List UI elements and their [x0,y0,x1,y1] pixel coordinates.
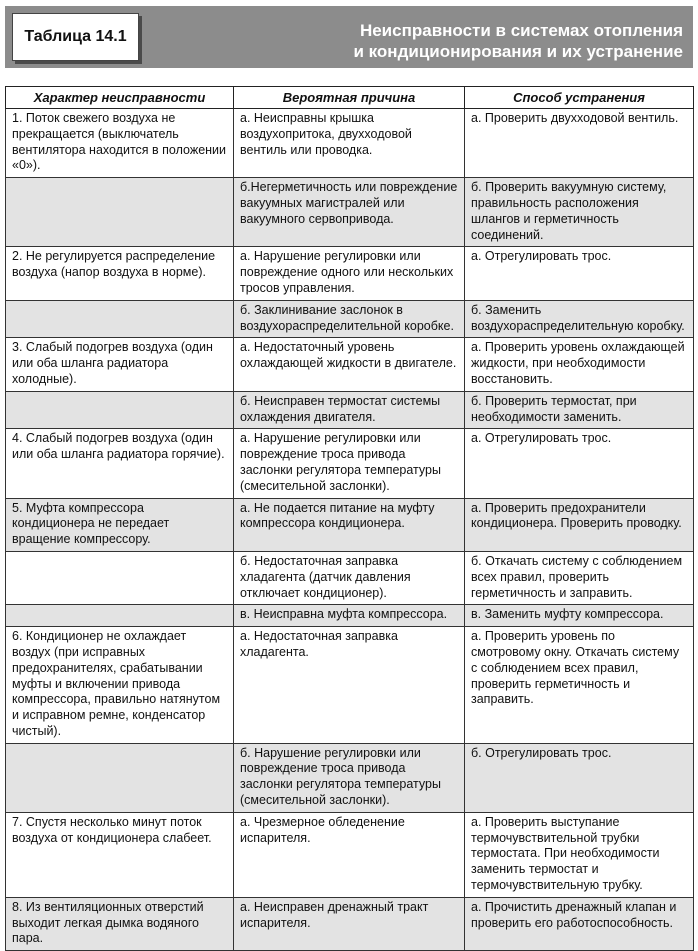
cell-fault [6,391,234,429]
table-row [6,109,694,178]
cell-fix: б. Отрегулировать трос. [465,743,694,812]
table-row [6,300,694,338]
cell-fault [6,300,234,338]
cell-fault [6,178,234,247]
table-number-tag: Таблица 14.1 [12,13,139,61]
cell-fix: а. Отрегулировать трос. [465,247,694,300]
cell-fault: 4. Слабый подогрев воздуха (один или оба шланга радиатора горячие). [6,429,234,498]
cell-cause: а. Нарушение регулировки или повреждение одного или нескольких тросов управления. [234,247,465,300]
table-row [6,178,694,247]
cell-cause: а. Недостаточная заправка хладагента. [234,627,465,744]
cell-fix: а. Проверить уровень по смотровому окну. Откачать систему с соблюдением всех правил, проверить герметичность и заправить. [465,627,694,744]
cell-fault: 8. Из вентиляционных отверстий выходит легкая дымка водяного пара. [6,897,234,950]
cell-fix: а. Отрегулировать трос. [465,429,694,498]
cell-cause: а. Недостаточный уровень охлаждающей жидкости в двигателе. [234,338,465,391]
table-row [6,897,694,950]
cell-cause: а. Чрезмерное обледенение испарителя. [234,812,465,897]
cell-cause: б. Неисправен термостат системы охлаждения двигателя. [234,391,465,429]
table-row [6,247,694,300]
cell-fix: б. Заменить воздухораспределительную коробку. [465,300,694,338]
table-row [6,391,694,429]
cell-cause: б. Заклинивание заслонок в воздухораспределительной коробке. [234,300,465,338]
table-body [6,109,694,951]
column-header-fault: Характер неисправности [6,87,234,109]
cell-fault [6,551,234,604]
table-title-line-2: и кондиционирования и их устранение [353,42,683,61]
column-header-cause: Вероятная причина [234,87,465,109]
cell-fix: б. Проверить термостат, при необходимости заменить. [465,391,694,429]
table-title-line-1: Неисправности в системах отопления [359,21,683,40]
cell-cause: а. Неисправны крышка воздухопритока, двухходовой вентиль или проводка. [234,109,465,178]
cell-fix: в. Заменить муфту компрессора. [465,605,694,627]
cell-fix: а. Прочистить дренажный клапан и проверить его работоспособность. [465,897,694,950]
table-row [6,627,694,744]
cell-fault: 7. Спустя несколько минут поток воздуха от кондиционера слабеет. [6,812,234,897]
table-header-row [6,87,694,109]
table-row [6,812,694,897]
cell-fix: а. Проверить предохранители кондиционера. Проверить проводку. [465,498,694,551]
cell-cause: б.Негерметичность или повреждение вакуумных магистралей или вакуумного сервопривода. [234,178,465,247]
table-row [6,605,694,627]
cell-fix: а. Проверить выступание термочувствительной трубки термостата. При необходимости заменить термостат и термочувствительную трубку. [465,812,694,897]
cell-fix: б. Проверить вакуумную систему, правильность расположения шлангов и герметичность соединений. [465,178,694,247]
table-row [6,551,694,604]
cell-cause: б. Нарушение регулировки или повреждение троса привода заслонки регулятора температуры (смесительной заслонки). [234,743,465,812]
cell-fault: 6. Кондиционер не охлаждает воздух (при исправных предохранителях, срабатывании муфты и включении привода компрессора, правильно натянутом и исправном ремне, конденсатор чистый). [6,627,234,744]
table-row [6,338,694,391]
cell-fault: 1. Поток свежего воздуха не прекращается (выключатель вентилятора находится в положении «0»). [6,109,234,178]
cell-cause: а. Не подается питание на муфту компрессора кондиционера. [234,498,465,551]
cell-cause: б. Недостаточная заправка хладагента (датчик давления отключает кондиционер). [234,551,465,604]
cell-fault [6,605,234,627]
cell-fix: а. Проверить двухходовой вентиль. [465,109,694,178]
cell-fix: а. Проверить уровень охлаждающей жидкости, при необходимости восстановить. [465,338,694,391]
cell-fault: 3. Слабый подогрев воздуха (один или оба шланга радиатора холодные). [6,338,234,391]
table-title [353,20,683,62]
table-row [6,498,694,551]
cell-fault [6,743,234,812]
table-row [6,429,694,498]
table-row [6,743,694,812]
cell-fix: б. Откачать систему с соблюдением всех правил, проверить герметичность и заправить. [465,551,694,604]
column-header-fix: Способ устранения [465,87,694,109]
cell-cause: а. Нарушение регулировки или повреждение троса привода заслонки регулятора температуры (смесительной заслонки). [234,429,465,498]
cell-fault: 5. Муфта компрессора кондиционера не передает вращение компрессору. [6,498,234,551]
cell-cause: а. Неисправен дренажный тракт испарителя. [234,897,465,950]
fault-table [5,86,694,951]
cell-fault: 2. Не регулируется распределение воздуха (напор воздуха в норме). [6,247,234,300]
cell-cause: в. Неисправна муфта компрессора. [234,605,465,627]
